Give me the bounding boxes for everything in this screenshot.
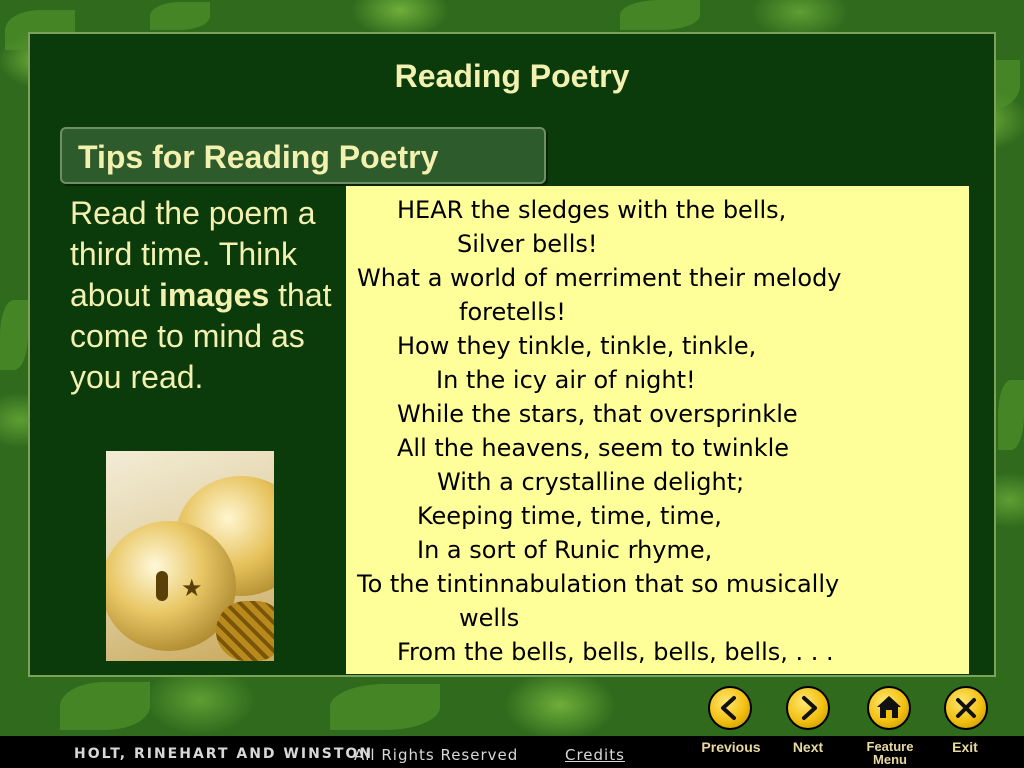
next-label[interactable]: Next [792,739,824,755]
poem-line: With a crystalline delight; [437,468,745,496]
poem-line: To the tintinnabulation that so musically [357,570,840,598]
star-cutout-icon: ★ [181,574,203,602]
exit-label[interactable]: Exit [952,739,978,755]
poem-line: What a world of merriment their melody [357,264,842,292]
poem-line: In a sort of Runic rhyme, [417,536,713,564]
poem-line: wells [459,604,520,632]
bells-photo [106,451,274,661]
leaf-decoration [0,300,28,370]
poem-line: From the bells, bells, bells, bells, . . . [397,638,834,666]
bell-slot [156,571,168,601]
instruction-bold-word: images [158,277,270,313]
publisher-name: HOLT, RINEHART AND WINSTON [74,746,374,762]
poem-line: While the stars, that oversprinkle [397,400,798,428]
next-button[interactable] [786,686,830,730]
leaf-decoration [998,380,1024,450]
rope [216,601,274,661]
poem-line: In the icy air of night! [436,366,696,394]
feature-menu-label[interactable]: Feature Menu [866,739,914,767]
exit-button[interactable] [944,686,988,730]
section-tab-label: Tips for Reading Poetry [78,139,439,175]
home-icon [869,688,909,728]
poem-line: Silver bells! [457,230,598,258]
page-title: Reading Poetry [394,58,630,94]
close-icon [946,688,986,728]
leaf-decoration [60,682,150,730]
previous-button[interactable] [708,686,752,730]
chevron-right-icon [788,688,828,728]
instruction-text [70,193,345,398]
feature-menu-button[interactable] [867,686,911,730]
poem-box [346,186,969,674]
instruction-text-end: that come to mind as you read. [70,277,332,395]
leaf-decoration [620,0,700,30]
poem-line: How they tinkle, tinkle, tinkle, [397,332,757,360]
credits-link[interactable]: Credits [565,746,625,764]
poem-line: foretells! [459,298,566,326]
leaf-decoration [150,2,210,30]
rights-text: All Rights Reserved [354,746,519,764]
previous-label[interactable]: Previous [701,739,761,755]
chevron-left-icon [710,688,750,728]
section-tab [60,127,546,184]
poem-line: Keeping time, time, time, [417,502,722,530]
instruction-text-start: Read the poem a third time. Think about [70,195,316,313]
leaf-decoration [330,684,440,730]
poem-line: All the heavens, seem to twinkle [397,434,790,462]
poem-line: HEAR the sledges with the bells, [397,196,787,224]
